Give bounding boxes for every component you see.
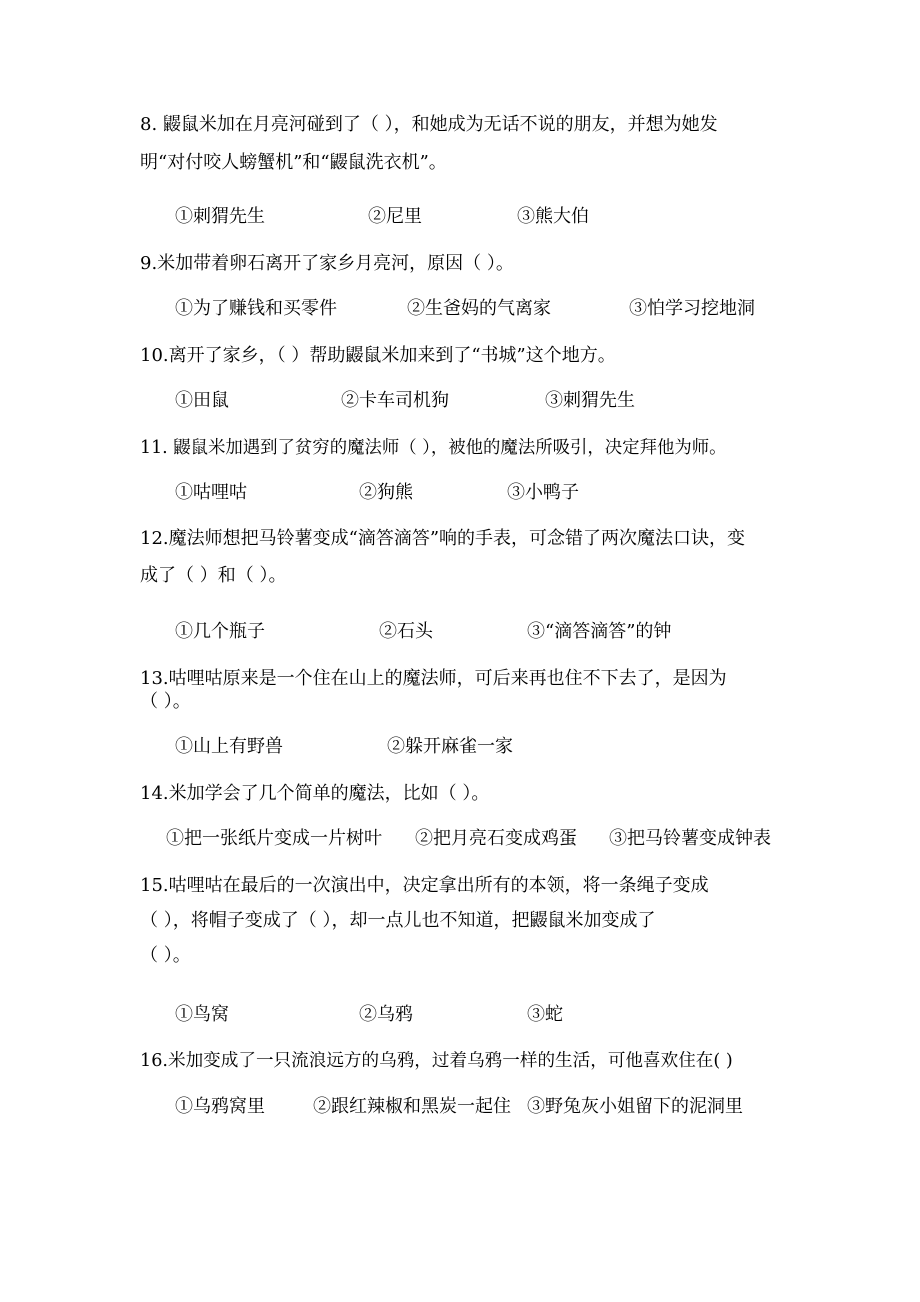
- question-10-line-1: 10.离开了家乡，（ ）帮助鼹鼠米加来到了“书城”这个地方。: [140, 345, 616, 366]
- option-1: ①为了赚钱和买零件: [175, 298, 337, 319]
- option-2: ②躲开麻雀一家: [387, 736, 513, 757]
- option-3: ③“滴答滴答”的钟: [527, 621, 672, 642]
- question-13-line-2: （ ）。: [140, 691, 191, 712]
- option-2: ②把月亮石变成鸡蛋: [415, 828, 577, 849]
- question-15-line-3: （ ）。: [140, 945, 191, 966]
- question-14-line-1: 14.米加学会了几个简单的魔法，比如（ ）。: [140, 783, 490, 804]
- option-2: ②跟红辣椒和黑炭一起住: [313, 1096, 511, 1117]
- option-1: ①乌鸦窝里: [175, 1096, 265, 1117]
- option-3: ③蛇: [527, 1004, 563, 1025]
- question-11-line-1: 11. 鼹鼠米加遇到了贫穷的魔法师（ ），被他的魔法所吸引，决定拜他为师。: [140, 438, 727, 458]
- option-1: ①把一张纸片变成一片树叶: [166, 828, 382, 849]
- option-3: ③熊大伯: [517, 206, 589, 227]
- option-2: ②石头: [379, 621, 433, 642]
- question-12-line-1: 12.魔法师想把马铃薯变成“滴答滴答”响的手表，可念错了两次魔法口诀，变: [140, 528, 746, 549]
- option-1: ①刺猬先生: [175, 206, 265, 227]
- option-2: ②乌鸦: [359, 1004, 413, 1025]
- option-2: ②狗熊: [359, 482, 413, 503]
- option-3: ③野兔灰小姐留下的泥洞里: [527, 1096, 743, 1117]
- option-2: ②卡车司机狗: [341, 390, 449, 411]
- option-1: ①山上有野兽: [175, 736, 283, 757]
- option-1: ①田鼠: [175, 390, 229, 411]
- question-15-line-2: （ ），将帽子变成了（ ），却一点儿也不知道，把鼹鼠米加变成了: [140, 910, 656, 931]
- option-1: ①鸟窝: [175, 1004, 229, 1025]
- question-13-line-1: 13.咕哩咕原来是一个住在山上的魔法师，可后来再也住不下去了，是因为: [140, 668, 727, 689]
- option-3: ③怕学习挖地洞: [629, 298, 755, 319]
- option-2: ②生爸妈的气离家: [407, 298, 551, 319]
- option-2: ②尼里: [368, 206, 422, 227]
- option-1: ①咕哩咕: [175, 482, 247, 503]
- question-9-line-1: 9.米加带着卵石离开了家乡月亮河，原因（ ）。: [140, 253, 514, 274]
- question-12-line-2: 成了（ ）和（ ）。: [140, 565, 287, 586]
- option-3: ③把马铃薯变成钟表: [609, 828, 771, 849]
- question-8-line-1: 8. 鼹鼠米加在月亮河碰到了（ ），和她成为无话不说的朋友，并想为她发: [140, 114, 718, 135]
- question-16-line-1: 16.米加变成了一只流浪远方的乌鸦，过着乌鸦一样的生活，可他喜欢住在( ): [140, 1051, 733, 1071]
- option-3: ③刺猬先生: [545, 390, 635, 411]
- question-8-line-2: 明“对付咬人螃蟹机”和“鼹鼠洗衣机”。: [140, 152, 447, 173]
- option-1: ①几个瓶子: [175, 621, 265, 642]
- option-3: ③小鸭子: [507, 482, 579, 503]
- question-15-line-1: 15.咕哩咕在最后的一次演出中，决定拿出所有的本领，将一条绳子变成: [140, 875, 709, 896]
